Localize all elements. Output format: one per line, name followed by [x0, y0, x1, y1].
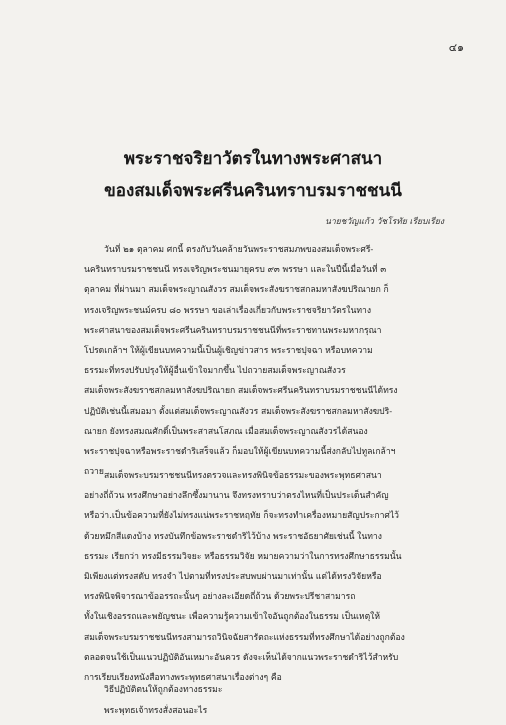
page-number: ๔๑ — [448, 41, 464, 54]
paragraph-line: อย่างถี่ถ้วน ทรงศึกษาอย่างลึกซึ้งมานาน จึงทรงทราบว่าตรงไหนที่เป็นประเด็นสำคัญ — [84, 491, 389, 502]
paragraph-1 — [84, 240, 444, 482]
paragraph-3 — [104, 680, 444, 700]
paragraph-line: ตลอดจนใช้เป็นแนวปฏิบัติอันเหมาะอันควร ดังจะเห็นได้จากแนวพระราชดำริไว้สำหรับ — [84, 652, 399, 663]
paragraph-line: มิเพียงแต่ทรงสดับ ทรงจำ ไปตามที่ทรงประสบพบผ่านมาเท่านั้น แต่ได้ทรงวิจัยหรือ — [84, 572, 382, 583]
paragraph-line: นครินทราบรมราชชนนี ทรงเจริญพระชนมายุครบ ๙๓ พรรษา และในปีนี้เมื่อวันที่ ๓ — [84, 265, 387, 276]
paragraph-line: การเรียบเรียงหนังสือทางพระพุทธศาสนาเรื่องต่างๆ คือ — [84, 673, 282, 684]
title-line-1: พระราชจริยาวัตรในทางพระศาสนา — [123, 149, 383, 169]
paragraph-line: ทรงพินิจพิจารณาข้ออรรถะนั้นๆ อย่างละเอียดถี่ถ้วน ด้วยพระปรีชาสามารถ — [84, 592, 356, 603]
paragraph-line: ด้วยหมึกสีแดงบ้าง ทรงบันทึกข้อพระราชดำริไว้บ้าง พระราชอัธยาศัยเช่นนี้ ในทาง — [84, 531, 382, 542]
paragraph-line: ทั้งในเชิงอรรถและพยัญชนะ เพื่อความรู้ความเข้าใจอันถูกต้องในธรรม เป็นเหตุให้ — [84, 612, 381, 623]
paragraph-line: ถวาย — [84, 467, 104, 478]
paragraph-line: พระราชปุจฉาหรือพระราชดำริเสร็จแล้ว ก็มอบให้ผู้เขียนบทความนี้ส่งกลับไปทูลเกล้าฯ — [84, 447, 396, 458]
paragraph-line: พระศาสนาของสมเด็จพระศรีนครินทราบรมราชชนนีที่พระราชทานพระมหากรุณา — [84, 325, 382, 336]
paragraph-line: ณายก ยังทรงสมณศักดิ์เป็นพระสาสนโสภณ เมื่อสมเด็จพระญาณสังวรได้สนอง — [84, 426, 368, 437]
paragraph-line: ปฏิบัติเช่นนี้เสมอมา ตั้งแต่สมเด็จพระญาณสังวร สมเด็จพระสังฆราชสกลมหาสังฆปริ- — [84, 406, 393, 417]
title-line-2: ของสมเด็จพระศรีนครินทราบรมราชชนนี — [104, 181, 402, 201]
paragraph-line: ธรรมะที่ทรงปรับปรุงให้ผู้อื่นเข้าใจมากขึ้น ไปถวายสมเด็จพระญาณสังวร — [84, 366, 346, 377]
paragraph-line: ธรรมะ เรียกว่า ทรงมีธรรมวิจยะ หรือธรรมวิจัย หมายความว่าในการทรงศึกษาธรรมนั้น — [84, 551, 402, 562]
paragraph-line: ทรงเจริญพระชนม์ครบ ๘๐ พรรษา ขอเล่าเรื่องเกี่ยวกับพระราชจริยาวัตรในทาง — [84, 305, 372, 316]
paragraph-line: สมเด็จพระสังฆราชสกลมหาสังฆปริณายก สมเด็จพระศรีนครินทราบรมราชชนนีได้ทรง — [84, 386, 398, 397]
paragraph-line: สมเด็จพระบรมราชชนนีทรงสามารถวินิจฉัยสารัตถะแห่งธรรมที่ทรงศึกษาได้อย่างถูกต้อง — [84, 632, 405, 643]
paragraph-line: วันที่ ๒๑ ตุลาคม ศกนี้ ตรงกับวันคล้ายวันพระราชสมภพของสมเด็จพระศรี- — [104, 245, 374, 255]
paragraph-line: ตุลาคม ที่ผ่านมา สมเด็จพระญาณสังวร สมเด็จพระสังฆราชสกลมหาสังฆปริณายก ก็ — [84, 285, 389, 296]
paragraph-line: หรือว่า.เป็นข้อความที่ยังไม่ทรงแน่พระราชหฤทัย ก็จะทรงทำเครื่องหมายสัญประกาศไว้ — [84, 511, 399, 522]
paragraph-line: โปรดเกล้าฯ ให้ผู้เขียนบทความนี้เป็นผู้เชิญข่าวสาร พระราชปุจฉา หรือบทความ — [84, 346, 373, 357]
paragraph-2 — [84, 466, 444, 688]
paragraph-4 — [104, 701, 444, 721]
author-byline: นายชวัญแก้ว วัชโรทัย เรียบเรียง — [325, 217, 444, 227]
paragraph-line: วิธีปฏิบัติตนให้ถูกต้องทางธรรมะ — [104, 685, 223, 695]
paragraph-line: สมเด็จพระบรมราชชนนีทรงตรวจและทรงพินิจข้อธรรมะของพระพุทธศาสนา — [104, 471, 382, 481]
paragraph-line: พระพุทธเจ้าทรงสั่งสอนอะไร — [104, 706, 208, 716]
